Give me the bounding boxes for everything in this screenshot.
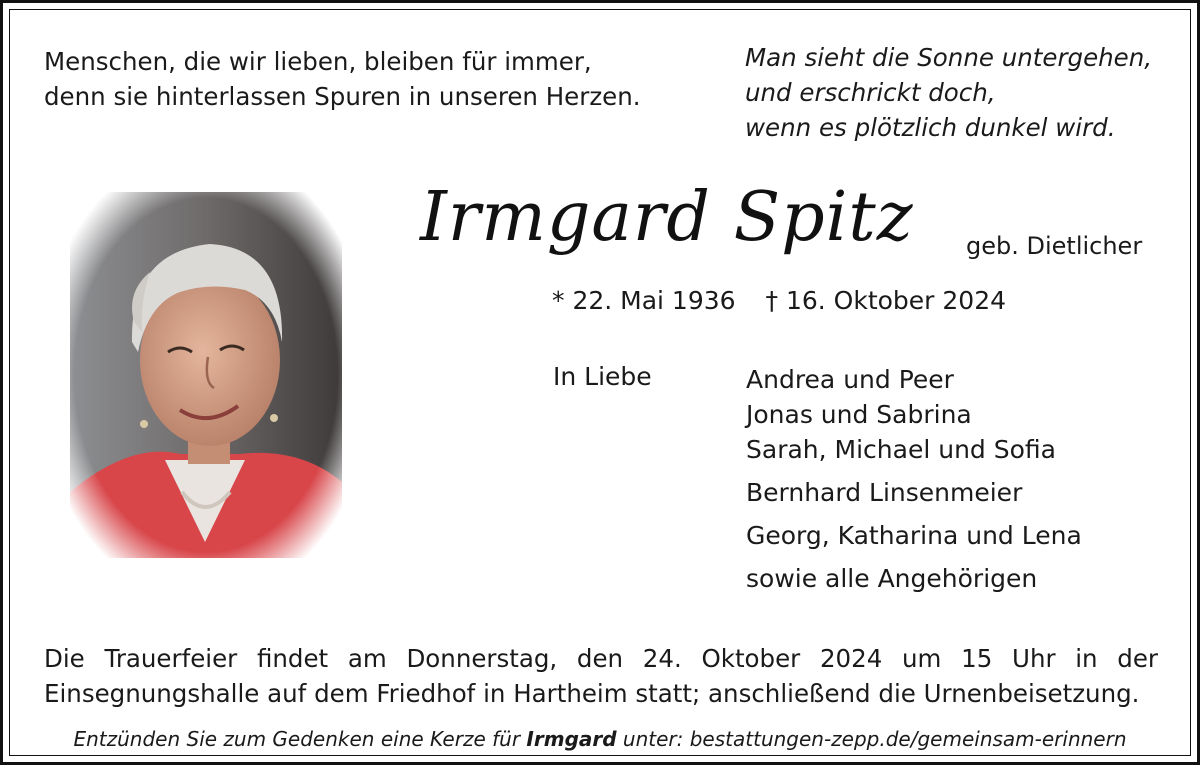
maiden-name: geb. Dietlicher — [966, 232, 1143, 260]
mourner: Bernhard Linsenmeier — [746, 478, 1023, 507]
mourner: Georg, Katharina und Lena — [746, 521, 1082, 550]
quote-right-line-2: und erschrickt doch, — [745, 78, 996, 107]
portrait-photo — [70, 192, 342, 558]
mourner: Andrea und Peer — [746, 365, 954, 394]
in-love-label: In Liebe — [553, 362, 652, 391]
mourners-list — [746, 362, 1082, 596]
mourner: Sarah, Michael und Sofia — [746, 435, 1056, 464]
quote-right — [745, 40, 1152, 145]
quote-left — [44, 44, 641, 114]
candle-prefix: Entzünden Sie zum Gedenken eine Kerze für — [73, 727, 521, 751]
life-dates — [552, 286, 1028, 315]
death-date: † 16. Oktober 2024 — [765, 286, 1007, 315]
quote-left-line-1: Menschen, die wir lieben, bleiben für immer, — [44, 47, 592, 76]
birth-date: * 22. Mai 1936 — [552, 286, 736, 315]
quote-left-line-2: denn sie hinterlassen Spuren in unseren Herzen. — [44, 82, 641, 111]
mourner: Jonas und Sabrina — [746, 400, 972, 429]
candle-name: Irmgard — [526, 727, 617, 751]
funeral-notice-line-2: Einsegnungshalle auf dem Friedhof in Hartheim statt; anschließend die Urnenbeisetzung. — [44, 679, 1140, 708]
quote-right-line-3: wenn es plötzlich dunkel wird. — [745, 113, 1116, 142]
candle-footer — [0, 727, 1200, 751]
quote-right-line-1: Man sieht die Sonne untergehen, — [745, 43, 1153, 72]
deceased-name: Irmgard Spitz — [420, 178, 914, 257]
funeral-notice-line-1: Die Trauerfeier findet am Donnerstag, den 24. Oktober 2024 um 15 Uhr in der — [44, 644, 1158, 673]
mourner: sowie alle Angehörigen — [746, 564, 1038, 593]
candle-link[interactable]: unter: bestattungen-zepp.de/gemeinsam-erinnern — [622, 727, 1127, 751]
funeral-notice — [44, 641, 1158, 711]
